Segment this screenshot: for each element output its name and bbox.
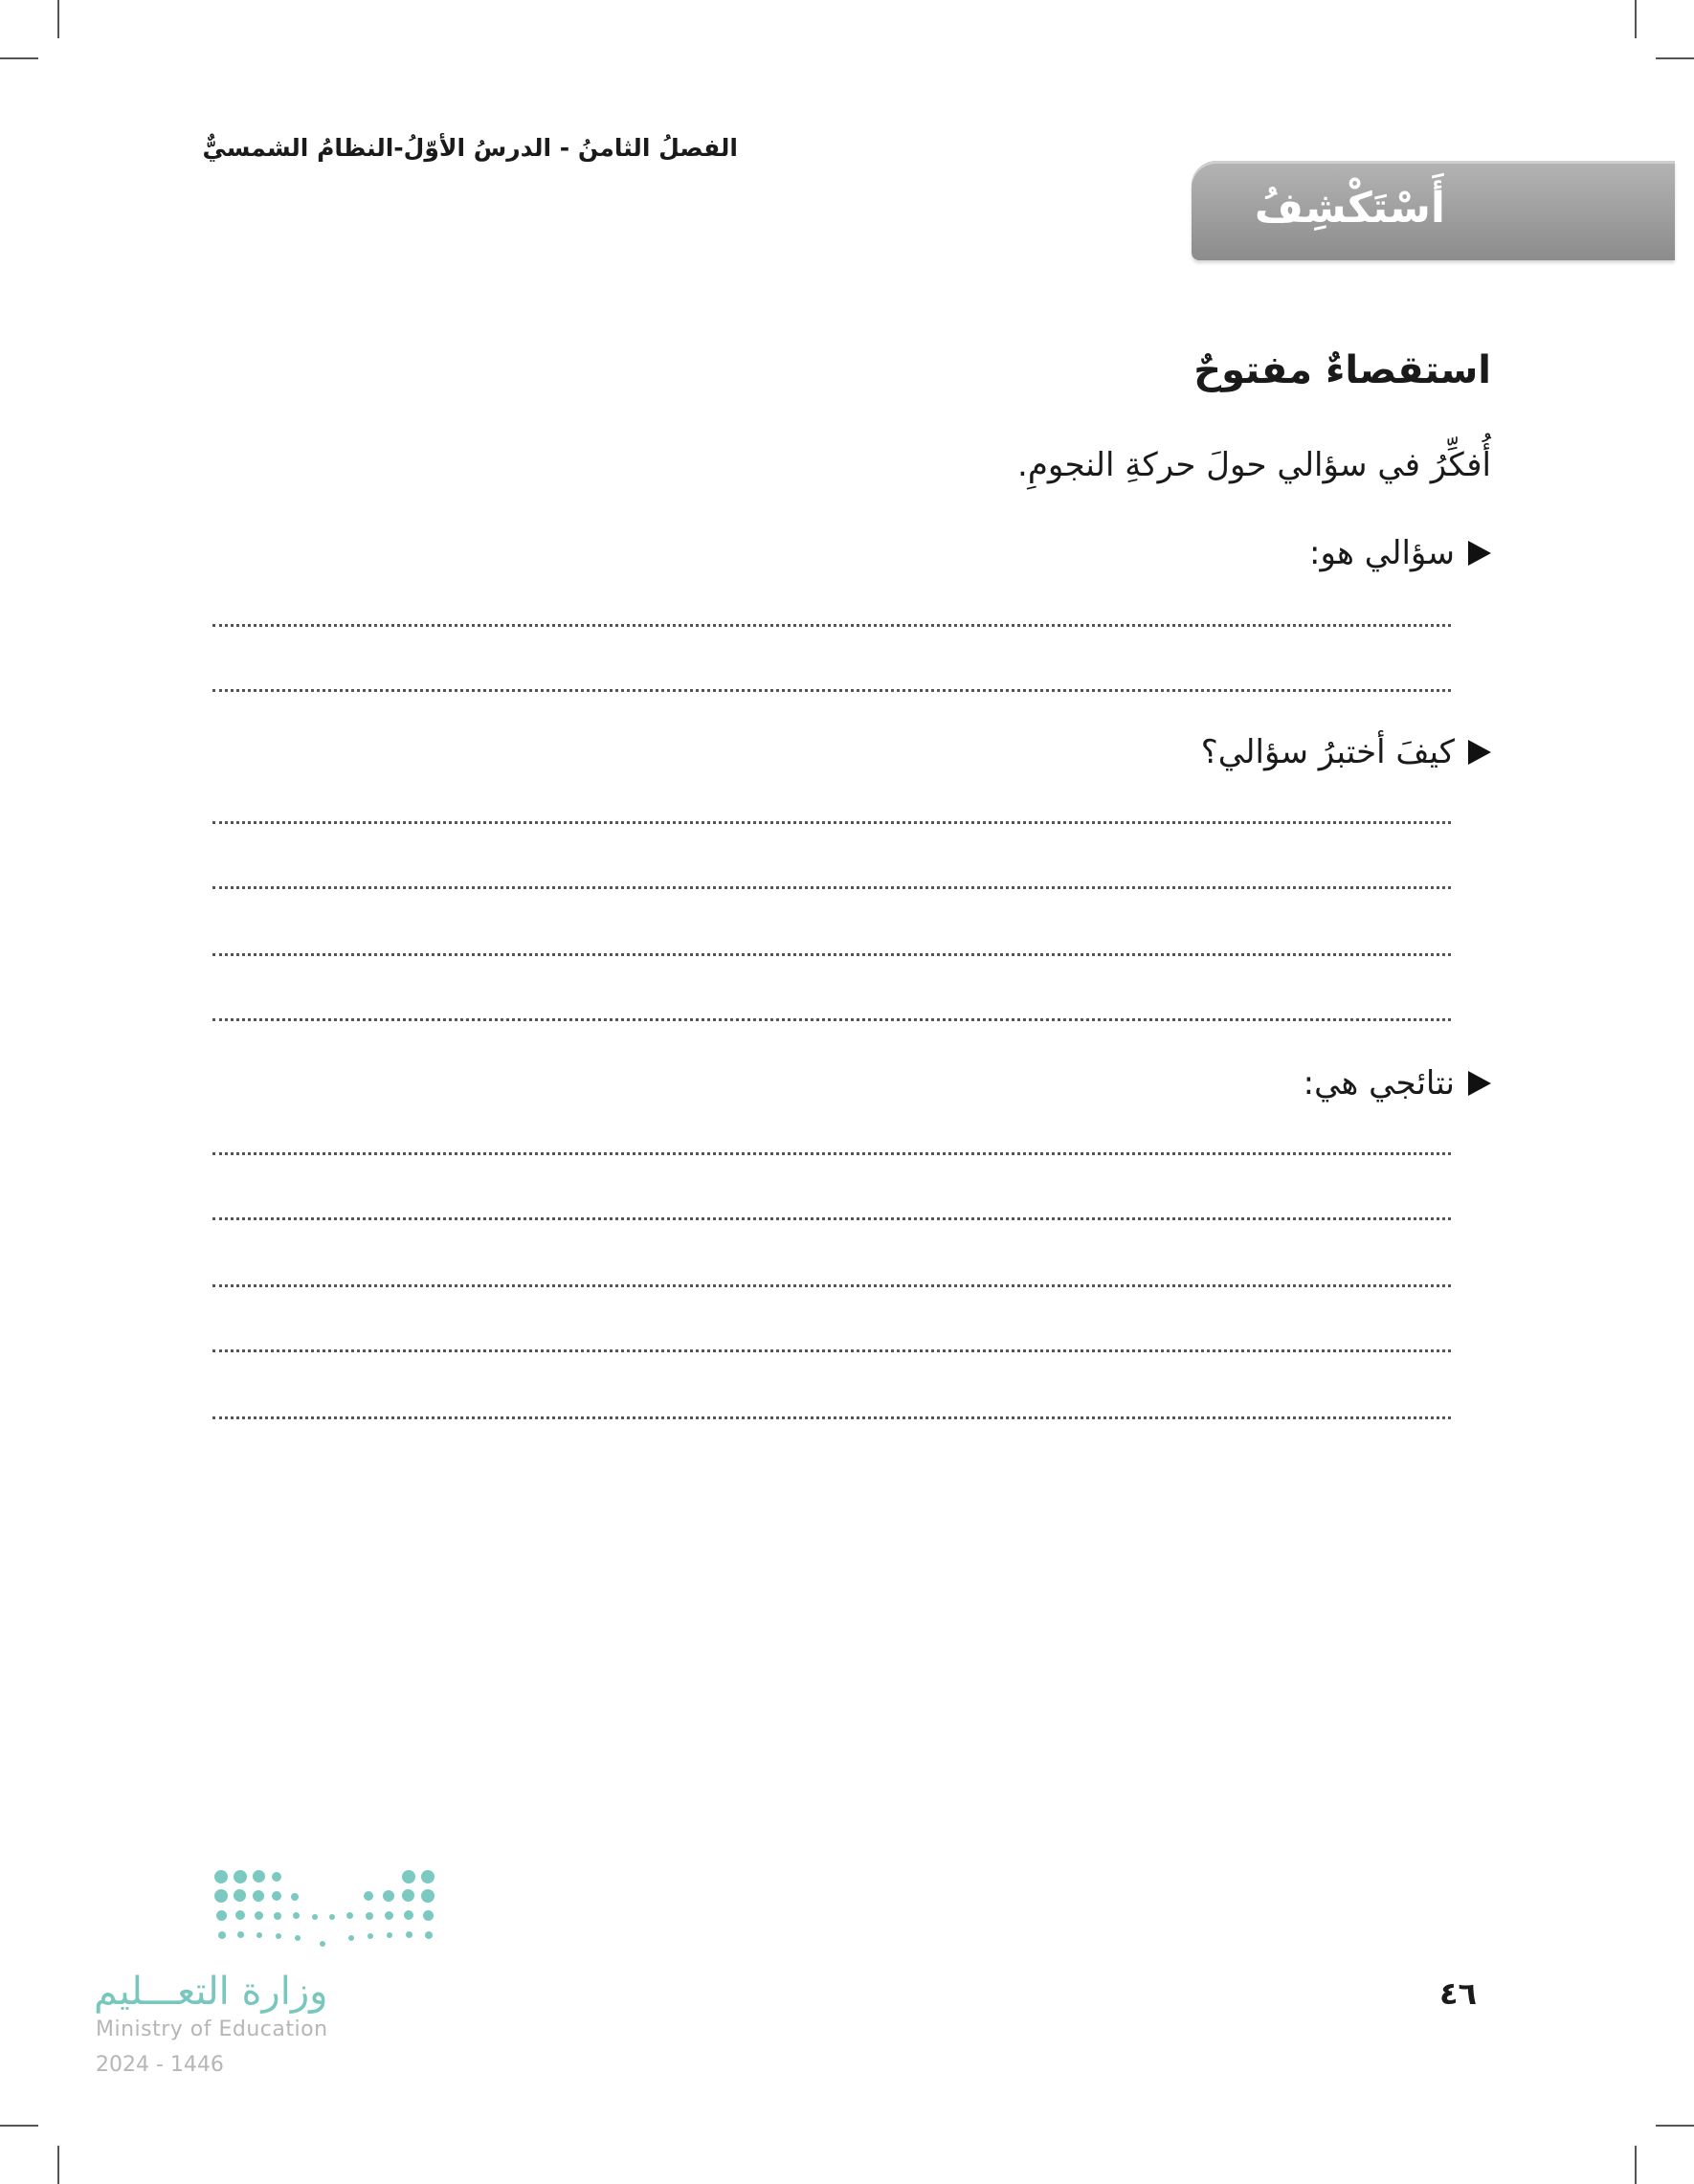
answer-line[interactable] <box>212 1152 1451 1155</box>
section-tab-label: أَسْتَكْشِفُ <box>1254 184 1445 233</box>
page-heading: استقصاءٌ مفتوحٌ <box>1193 348 1491 392</box>
answer-line[interactable] <box>212 1349 1451 1352</box>
prompt-label: نتائجي هي: <box>1303 1064 1455 1103</box>
pointer-arrow-icon <box>1468 541 1491 566</box>
prompt-label: كيفَ أختبرُ سؤالي؟ <box>1200 733 1455 771</box>
ministry-name-arabic: وزارة التعـــليم <box>94 1970 328 2014</box>
answer-line[interactable] <box>212 886 1451 889</box>
intro-text: أُفكِّرُ في سؤالي حولَ حركةِ النجومِ. <box>1017 446 1491 484</box>
answer-line[interactable] <box>212 953 1451 956</box>
crop-mark <box>1656 2125 1694 2127</box>
running-header <box>202 126 751 168</box>
answer-line[interactable] <box>212 1284 1451 1287</box>
edition-year: 2024 - 1446 <box>96 2053 224 2077</box>
crop-mark <box>0 2125 38 2127</box>
prompt-results <box>1304 1064 1491 1103</box>
page-number: ٤٦ <box>1439 1975 1478 2012</box>
crop-mark <box>0 57 38 59</box>
pointer-arrow-icon <box>1468 1071 1491 1096</box>
prompt-test <box>1201 733 1491 771</box>
answer-line[interactable] <box>212 689 1451 692</box>
crop-mark <box>57 0 59 38</box>
answer-line[interactable] <box>212 624 1451 627</box>
answer-line[interactable] <box>212 821 1451 824</box>
answer-line[interactable] <box>212 1018 1451 1021</box>
crop-mark <box>1635 0 1637 38</box>
prompt-label: سؤالي هو: <box>1309 534 1455 572</box>
running-title: الفصلُ الثامنُ - الدرسُ الأوّلُ-النظامُ الشمسيٌّ <box>202 133 738 162</box>
section-tab <box>1192 161 1675 260</box>
answer-line[interactable] <box>212 1416 1451 1419</box>
crop-mark <box>57 2146 59 2184</box>
crop-mark <box>1635 2146 1637 2184</box>
prompt-question <box>1309 534 1491 572</box>
crop-mark <box>1656 57 1694 59</box>
answer-line[interactable] <box>212 1217 1451 1220</box>
ministry-logo-icon <box>211 1866 450 1952</box>
pointer-arrow-icon <box>1468 740 1491 765</box>
ministry-name-english: Ministry of Education <box>96 2017 328 2041</box>
